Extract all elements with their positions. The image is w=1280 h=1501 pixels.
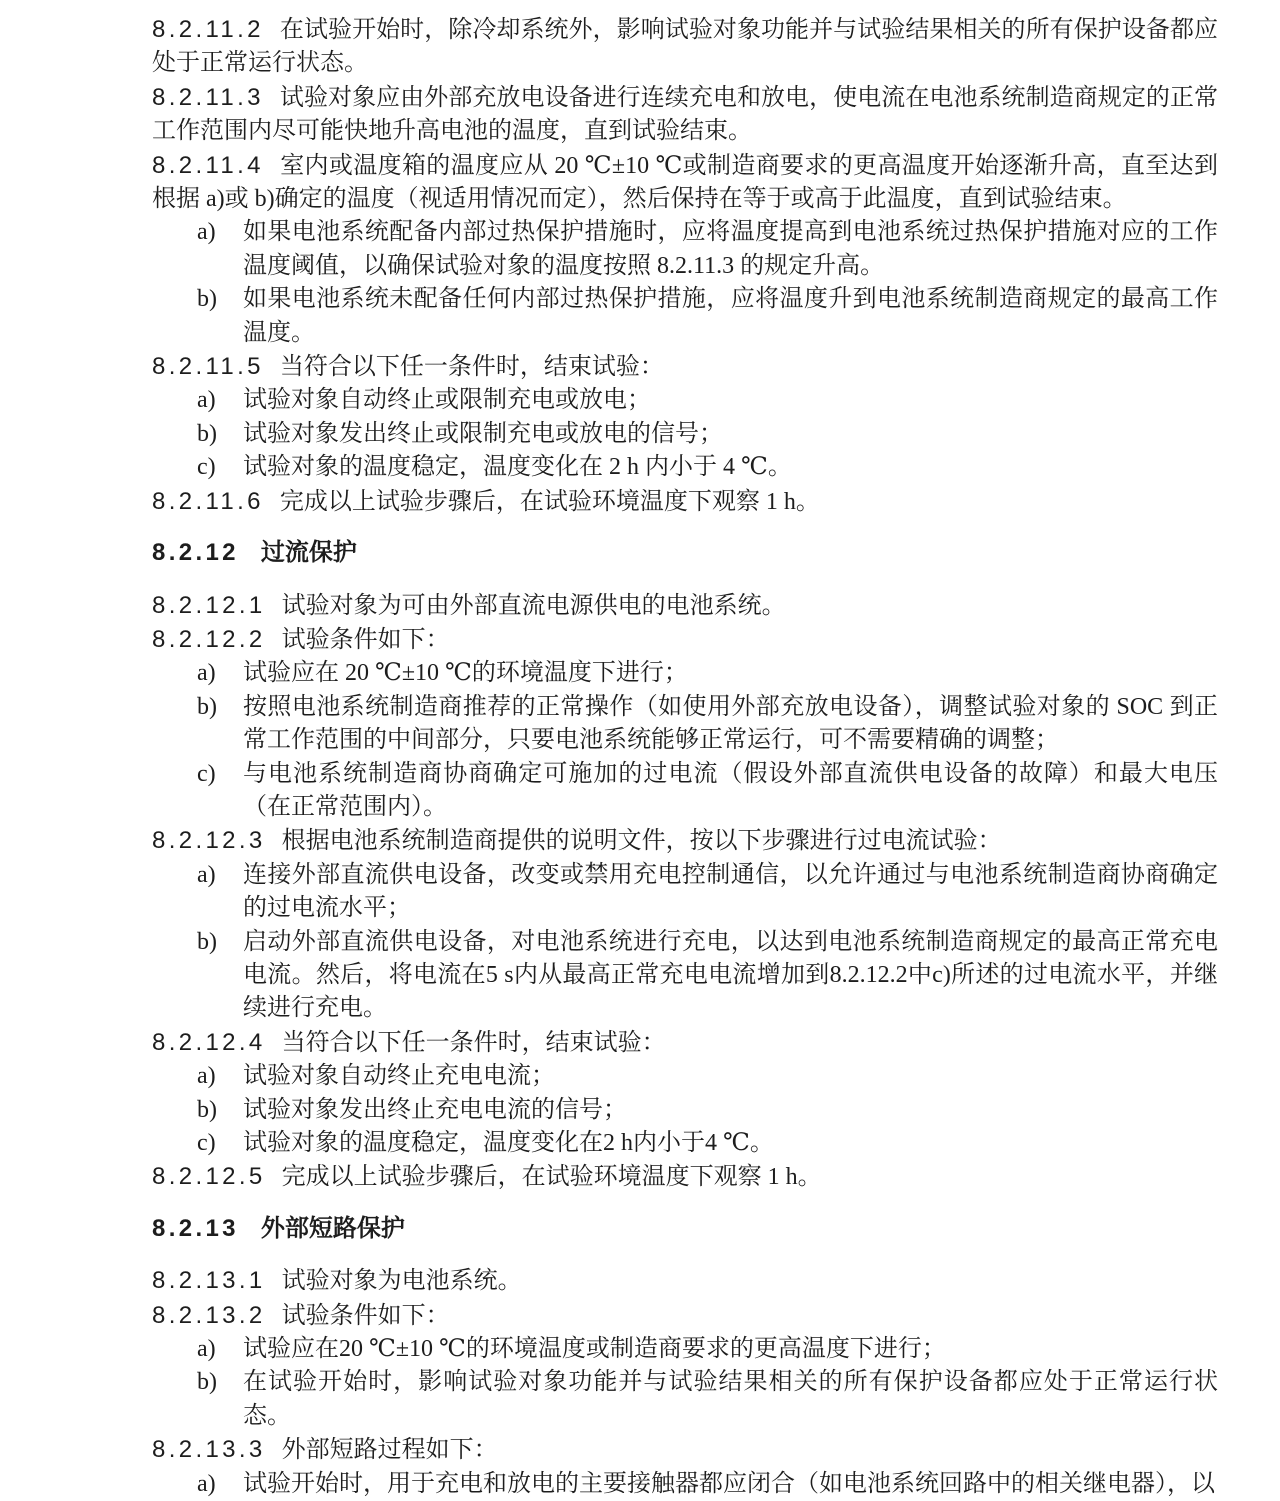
clause-paragraph: [152, 13, 1218, 81]
clause-text: 试验对象应由外部充放电设备进行连续充电和放电，使电流在电池系统制造商规定的正常工作范围内尽可能快地升高电池的温度，直到试验结束。: [152, 84, 1218, 145]
heading-title: 外部短路保护: [260, 1214, 405, 1242]
list-item: [197, 657, 1218, 690]
list-item-marker: b): [197, 1096, 217, 1123]
list-item-marker: a): [197, 861, 216, 888]
list-item: [197, 691, 1218, 758]
list-item: [197, 926, 1218, 1026]
list-item: [197, 859, 1218, 926]
list-item-text: 试验对象的温度稳定，温度变化在2 h内小于4 ℃。: [243, 1130, 774, 1156]
heading-title: 过流保护: [260, 539, 357, 567]
list-item-text: 在试验开始时，影响试验对象功能并与试验结果相关的所有保护设备都应处于正常运行状态。: [243, 1369, 1218, 1429]
clause-number: 8.2.12.2: [152, 625, 266, 653]
list-item-marker: b): [197, 420, 217, 447]
clause-number: 8.2.12.3: [152, 827, 266, 855]
clause-number: 8.2.13.2: [152, 1301, 266, 1329]
section-heading: [152, 536, 1218, 569]
clause-paragraph: [152, 824, 1218, 858]
list-item-marker: b): [197, 286, 217, 313]
clause-paragraph: [152, 149, 1218, 217]
list-item-text: 启动外部直流供电设备，对电池系统进行充电，以达到电池系统制造商规定的最高正常充电电流。然后，将电流在5 s内从最高正常充电电流增加到8.2.12.2中c)所述的过电流水平，并继续进行充电。: [243, 928, 1218, 1022]
list-item-text: 试验对象发出终止或限制充电或放电的信号；: [243, 420, 723, 447]
list-item: [197, 758, 1218, 825]
clause-number: 8.2.11.4: [152, 151, 264, 179]
clause-text: 试验条件如下：: [281, 626, 450, 653]
clause-text: 室内或温度箱的温度应从 20 ℃±10 ℃或制造商要求的更高温度开始逐渐升高，直至达到根据 a)或 b)确定的温度（视适用情况而定），然后保持在等于或高于此温度，直到试验结束。: [152, 152, 1218, 213]
list-item-marker: b): [197, 693, 217, 720]
document-body: [152, 13, 1218, 1501]
clause-text: 当符合以下任一条件时，结束试验：: [279, 354, 664, 381]
list-item-text: 试验对象的温度稳定，温度变化在 2 h 内小于 4 ℃。: [243, 454, 792, 481]
clause-number: 8.2.11.3: [152, 83, 264, 111]
list-item-text: 按照电池系统制造商推荐的正常操作（如使用外部充放电设备），调整试验对象的 SOC 到正常工作范围的中间部分，只要电池系统能够正常运行，可不需要精确的调整；: [243, 693, 1218, 754]
list-item-text: 试验对象自动终止或限制充电或放电；: [243, 387, 651, 414]
clause-text: 试验条件如下：: [281, 1302, 450, 1329]
list-item-text: 试验对象发出终止充电电流的信号；: [243, 1096, 627, 1123]
clause-paragraph: [152, 1433, 1218, 1467]
list-item-text: 连接外部直流供电设备，改变或禁用充电控制通信，以允许通过与电池系统制造商协商确定的过电流水平；: [243, 861, 1218, 922]
list-item-marker: a): [197, 1470, 216, 1497]
list-item: [197, 1333, 1218, 1366]
list-item-marker: a): [197, 1063, 216, 1090]
clause-paragraph: [152, 1160, 1218, 1194]
clause-text: 完成以上试验步骤后，在试验环境温度下观察 1 h。: [279, 488, 820, 515]
list-item-marker: b): [197, 1369, 217, 1396]
clause-number: 8.2.13.1: [152, 1267, 266, 1295]
list-item: [197, 1468, 1218, 1501]
list-item-marker: a): [197, 219, 216, 246]
list-item-text: 试验对象自动终止充电电流；: [243, 1063, 555, 1090]
clause-paragraph: [152, 1299, 1218, 1333]
list-item-marker: a): [197, 1336, 216, 1363]
clause-number: 8.2.11.6: [152, 487, 264, 515]
list-item: [197, 384, 1218, 417]
clause-text: 当符合以下任一条件时，结束试验：: [281, 1029, 666, 1056]
list-item-marker: b): [197, 928, 217, 955]
clause-text: 完成以上试验步骤后，在试验环境温度下观察 1 h。: [281, 1164, 822, 1191]
list-item: [197, 216, 1218, 283]
list-item-marker: a): [197, 387, 216, 414]
clause-paragraph: [152, 81, 1218, 149]
list-item-text: 试验应在20 ℃±10 ℃的环境温度或制造商要求的更高温度下进行；: [243, 1336, 946, 1363]
list-item: [197, 1060, 1218, 1093]
heading-number: 8.2.13: [152, 1214, 239, 1242]
clause-paragraph: [152, 485, 1218, 519]
clause-number: 8.2.12.1: [152, 591, 266, 619]
clause-text: 试验对象为电池系统。: [281, 1268, 522, 1295]
clause-number: 8.2.11.5: [152, 353, 264, 381]
clause-number: 8.2.13.3: [152, 1436, 266, 1464]
clause-number: 8.2.11.2: [152, 16, 264, 43]
list-item-marker: c): [197, 1130, 216, 1156]
section-heading: [152, 1212, 1218, 1245]
list-item-marker: a): [197, 660, 216, 687]
clause-paragraph: [152, 589, 1218, 623]
list-item: [197, 451, 1218, 484]
clause-number: 8.2.12.5: [152, 1163, 266, 1191]
list-item-text: 如果电池系统配备内部过热保护措施时，应将温度提高到电池系统过热保护措施对应的工作温度阈值，以确保试验对象的温度按照 8.2.11.3 的规定升高。: [243, 219, 1218, 279]
list-item: [197, 418, 1218, 451]
clause-text: 试验对象为可由外部直流电源供电的电池系统。: [281, 592, 786, 619]
list-item: [197, 1127, 1218, 1160]
list-item-text: 与电池系统制造商协商确定可施加的过电流（假设外部直流供电设备的故障）和最大电压（在正常范围内）。: [243, 760, 1218, 820]
list-item-text: 试验应在 20 ℃±10 ℃的环境温度下进行；: [243, 660, 688, 687]
clause-text: 在试验开始时，除冷却系统外，影响试验对象功能并与试验结果相关的所有保护设备都应处于正常运行状态。: [152, 17, 1218, 77]
clause-paragraph: [152, 623, 1218, 657]
clause-number: 8.2.12.4: [152, 1028, 266, 1056]
list-item: [197, 1094, 1218, 1127]
clause-paragraph: [152, 350, 1218, 384]
list-item-text: 如果电池系统未配备任何内部过热保护措施，应将温度升到电池系统制造商规定的最高工作温度。: [243, 286, 1218, 346]
list-item-marker: c): [197, 760, 216, 787]
list-item: [197, 283, 1218, 350]
list-item: [197, 1366, 1218, 1433]
clause-text: 根据电池系统制造商提供的说明文件，按以下步骤进行过电流试验：: [281, 828, 1002, 855]
clause-paragraph: [152, 1026, 1218, 1060]
heading-number: 8.2.12: [152, 539, 239, 567]
clause-paragraph: [152, 1264, 1218, 1298]
clause-text: 外部短路过程如下：: [281, 1437, 498, 1464]
list-item-marker: c): [197, 454, 216, 481]
list-item-text: 试验开始时，用于充电和放电的主要接触器都应闭合（如电池系统回路中的相关继电器），以: [243, 1470, 1215, 1497]
